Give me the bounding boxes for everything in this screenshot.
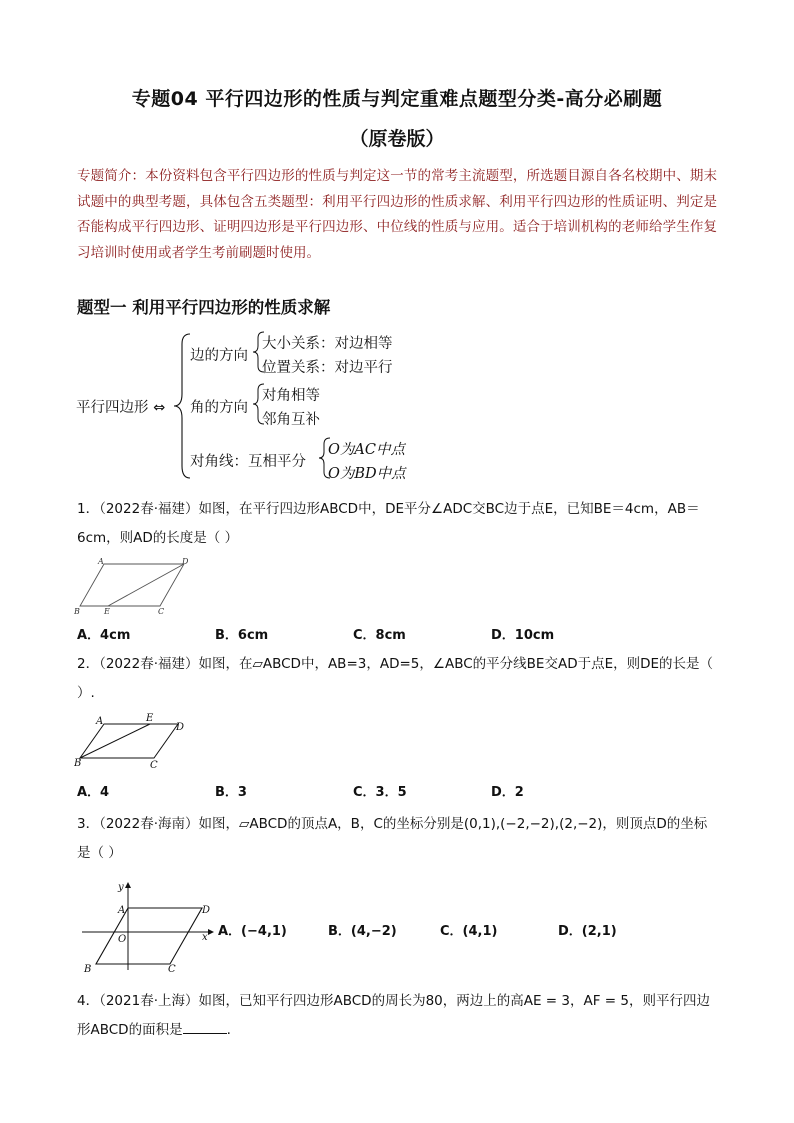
q1-label-e: E — [104, 607, 110, 616]
q2-label-e: E — [146, 713, 154, 724]
question-1-options — [77, 624, 717, 644]
q1-label-a: A — [98, 558, 104, 566]
tree-leaf: 大小关系：对边相等 — [262, 336, 393, 352]
q2-figure — [74, 712, 194, 770]
q3-label-b: B — [84, 964, 92, 974]
q3-label-a: A — [118, 905, 126, 916]
tree-leaf: O为AC中点 — [328, 442, 405, 458]
q3-label-o: O — [118, 934, 127, 945]
topic-intro: 专题简介：本份资料包含平行四边形的性质与判定这一节的常考主流题型，所选题目源自各名校期中、期末试题中的典型考题，具体包含五类题型：利用平行四边形的性质求解、利用平行四边形的性质证明、判定是否能构成平行四边形、证明四边形是平行四边形、中位线的性质与应用。适合于培训机构的老师给学生作复习培训时使用或者学生考前刷题时使用。 — [77, 168, 717, 261]
question-3-text: 3．（2022春·海南）如图，▱ABCD的顶点A，B，C的坐标分别是(0,1),(−2,−2),(2,−2)，则顶点D的坐标是（ ） — [77, 816, 708, 861]
option-b[interactable]: B．6cm — [215, 628, 269, 643]
q2-label-c: C — [150, 760, 158, 770]
option-a[interactable]: A．4cm — [77, 628, 131, 643]
q1-label-d: D — [182, 558, 189, 566]
property-tree — [70, 326, 450, 486]
tree-leaf: 对角相等 — [262, 388, 320, 404]
q3-label-d: D — [202, 905, 211, 916]
page-title: 专题04 平行四边形的性质与判定重难点题型分类-高分必刷题 — [131, 88, 663, 110]
q3-figure — [78, 880, 214, 974]
option-b[interactable]: B．(4,−2) — [328, 924, 397, 939]
tree-leaf: O为BD中点 — [328, 466, 406, 482]
question-1-text: 1．（2022春·福建）如图，在平行四边形ABCD中，DE平分∠ADC交BC边于点E，已知BE＝4cm，AB＝6cm，则AD的长度是（ ） — [77, 501, 700, 546]
option-a[interactable]: A．4 — [77, 785, 110, 800]
section-heading: 题型一 利用平行四边形的性质求解 — [77, 298, 331, 317]
q2-label-b: B — [74, 758, 82, 769]
q3-label-y: y — [118, 882, 124, 893]
option-c[interactable]: C．8cm — [353, 628, 406, 643]
option-d[interactable]: D．10cm — [491, 628, 555, 643]
q3-label-c: C — [168, 964, 176, 974]
question-4-suffix: . — [226, 1022, 231, 1038]
question-3-options — [218, 920, 638, 940]
tree-branch-sides: 边的方向 — [190, 348, 248, 364]
option-c[interactable]: C．3．5 — [353, 785, 407, 800]
q3-label-x: x — [202, 932, 208, 943]
q2-label-a: A — [96, 716, 104, 727]
option-b[interactable]: B．3 — [215, 785, 247, 800]
page-subtitle: （原卷版） — [349, 128, 445, 150]
tree-leaf: 位置关系：对边平行 — [262, 360, 393, 376]
answer-blank[interactable] — [183, 1019, 227, 1034]
question-4-prefix: 4．（2021春·上海）如图，已知平行四边形ABCD的周长为80，两边上的高AE = 3，AF = 5，则平行四边形ABCD的面积是 — [77, 993, 710, 1038]
question-2-text: 2．（2022春·福建）如图，在▱ABCD中，AB=3，AD=5，∠ABC的平分线BE交AD于点E，则DE的长是（ ）. — [77, 656, 714, 701]
q1-label-c: C — [158, 607, 165, 616]
option-d[interactable]: D．(2,1) — [558, 924, 617, 939]
tree-root: 平行四边形 ⇔ — [76, 400, 166, 416]
question-2-options — [77, 781, 717, 801]
tree-branch-diagonals: 对角线：互相平分 — [190, 454, 306, 470]
question-4-text — [77, 987, 717, 1045]
q2-label-d: D — [176, 722, 185, 733]
option-d[interactable]: D．2 — [491, 785, 524, 800]
q1-figure — [74, 558, 194, 616]
tree-leaf: 邻角互补 — [262, 412, 320, 428]
option-c[interactable]: C．(4,1) — [440, 924, 498, 939]
option-a[interactable]: A．(−4,1) — [218, 924, 287, 939]
tree-branch-angles: 角的方向 — [190, 400, 248, 416]
q1-label-b: B — [74, 607, 80, 616]
